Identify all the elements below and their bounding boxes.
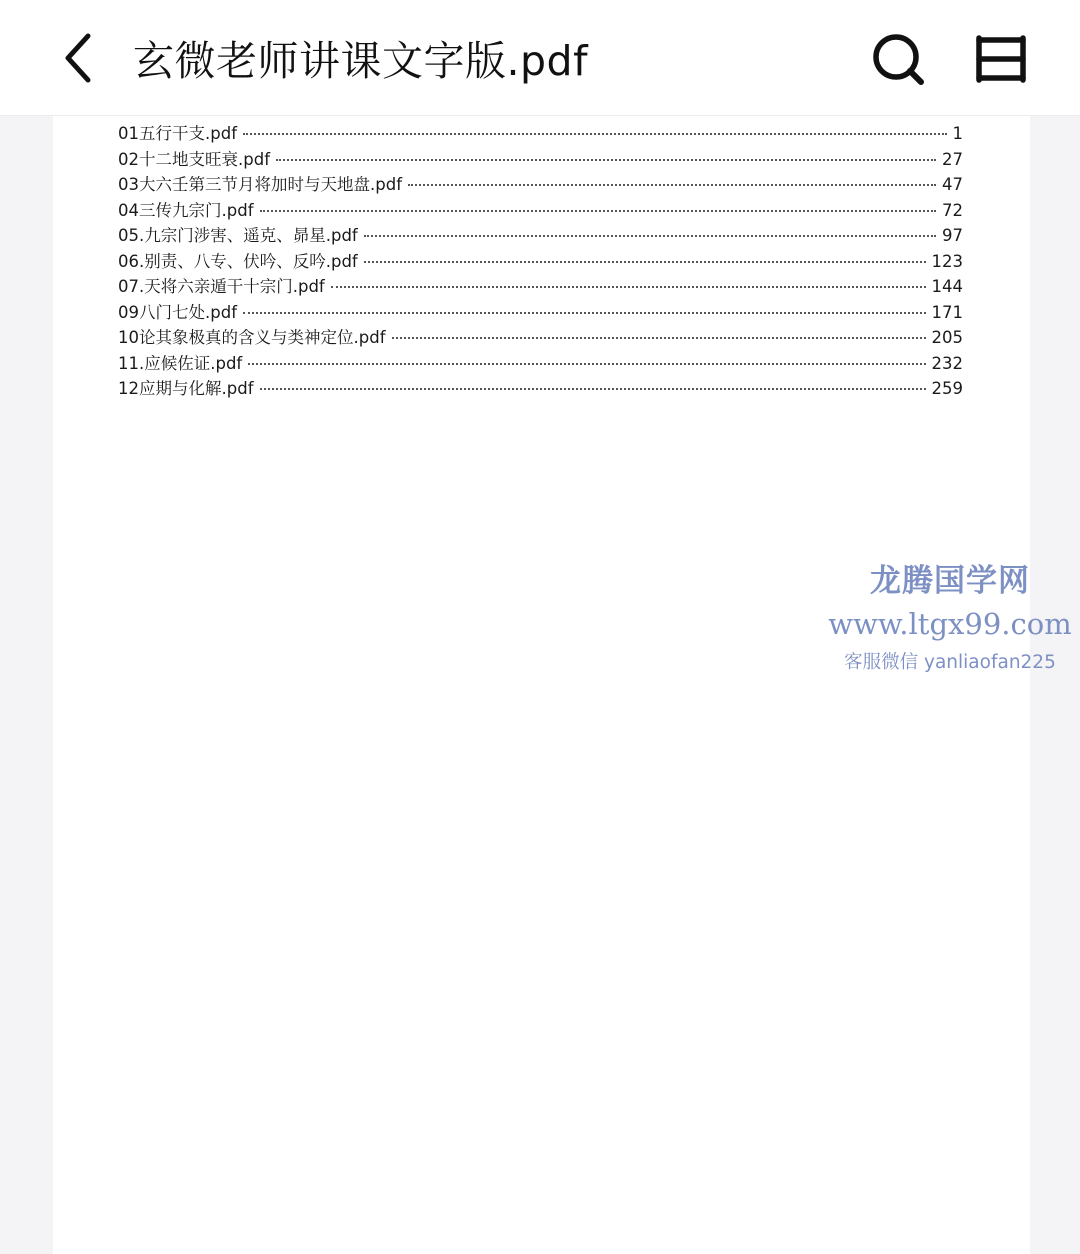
- back-button[interactable]: [52, 28, 104, 92]
- toc-entry-page: 27: [942, 149, 963, 169]
- menu-icon: [974, 34, 1028, 88]
- toc-entry[interactable]: [118, 222, 963, 248]
- toc-dot-leader: [276, 159, 936, 161]
- toc-entry-page: 97: [942, 226, 963, 245]
- watermark-site-name: 龙腾国学网: [870, 563, 1030, 599]
- toc-entry[interactable]: [118, 120, 963, 146]
- toc-entry-page: 232: [931, 353, 963, 373]
- watermark-contact: 客服微信 yanliaofan225: [844, 652, 1056, 673]
- document-viewport[interactable]: [0, 116, 1080, 1254]
- toc-entry[interactable]: [118, 350, 963, 376]
- pdf-page: [53, 116, 1030, 1254]
- toc-dot-leader: [392, 337, 926, 339]
- chevron-left-icon: [60, 32, 96, 88]
- toc-entry-title: 12应期与化解.pdf: [118, 379, 254, 398]
- toc-entry-title: 04三传九宗门.pdf: [118, 200, 254, 220]
- top-bar: [0, 0, 1080, 116]
- toc-entry[interactable]: [118, 375, 963, 401]
- toc-entry[interactable]: [118, 146, 963, 172]
- toc-dot-leader: [364, 261, 926, 263]
- table-of-contents: [118, 120, 963, 401]
- search-button[interactable]: [866, 30, 928, 92]
- toc-dot-leader: [248, 363, 925, 365]
- toc-entry-page: 72: [942, 200, 963, 220]
- toc-entry[interactable]: [118, 248, 963, 274]
- toc-entry-page: 123: [931, 251, 963, 271]
- toc-entry[interactable]: [118, 324, 963, 350]
- toc-entry-page: 171: [931, 302, 963, 322]
- toc-entry-page: 205: [931, 328, 963, 347]
- toc-entry-title: 09八门七处.pdf: [118, 302, 237, 322]
- toc-dot-leader: [331, 286, 926, 288]
- toc-entry-title: 11.应候佐证.pdf: [118, 353, 243, 373]
- document-title: 玄微老师讲课文字版.pdf: [133, 37, 589, 85]
- toc-dot-leader: [408, 184, 936, 186]
- toc-entry[interactable]: [118, 171, 963, 197]
- toc-dot-leader: [364, 235, 936, 237]
- search-icon: [869, 31, 925, 91]
- toc-entry[interactable]: [118, 273, 963, 299]
- toc-dot-leader: [243, 133, 947, 135]
- toc-entry-title: 07.天将六亲遁干十宗门.pdf: [118, 277, 325, 296]
- toc-entry[interactable]: [118, 197, 963, 223]
- toc-dot-leader: [243, 312, 926, 314]
- watermark-url: www.ltgx99.com: [828, 607, 1072, 641]
- watermark: [820, 560, 1080, 678]
- toc-entry-title: 01五行干支.pdf: [118, 124, 237, 143]
- toc-entry-title: 06.别责、八专、伏吟、反吟.pdf: [118, 251, 358, 271]
- toc-entry-title: 05.九宗门涉害、遥克、昴星.pdf: [118, 226, 358, 245]
- toc-entry-title: 02十二地支旺衰.pdf: [118, 149, 270, 169]
- toc-dot-leader: [260, 210, 937, 212]
- toc-entry-page: 259: [931, 379, 963, 398]
- toc-entry-title: 10论其象极真的含义与类神定位.pdf: [118, 328, 386, 347]
- toc-entry-page: 144: [931, 277, 963, 296]
- toc-entry-page: 47: [942, 175, 963, 194]
- toc-dot-leader: [260, 388, 926, 390]
- toc-entry-page: 1: [952, 124, 963, 143]
- toc-entry-title: 03大六壬第三节月将加时与天地盘.pdf: [118, 175, 402, 194]
- menu-button[interactable]: [970, 32, 1032, 90]
- toc-entry[interactable]: [118, 299, 963, 325]
